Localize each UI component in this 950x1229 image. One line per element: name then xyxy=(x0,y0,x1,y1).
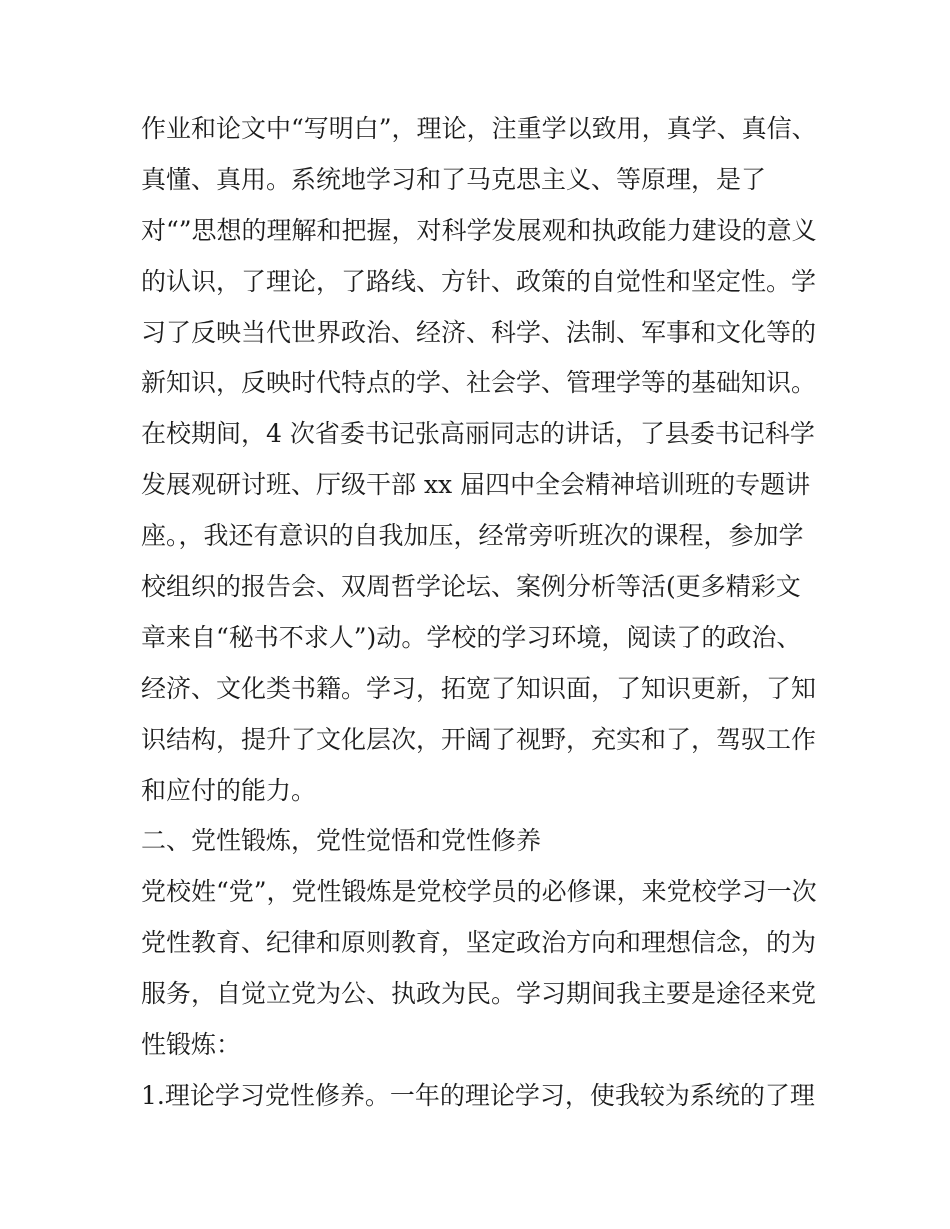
text-line: 党校姓“党”，党性锻炼是党校学员的必修课，来党校学习一次 xyxy=(141,877,817,907)
text-line: 习了反映当代世界政治、经济、科学、法制、军事和文化等的 xyxy=(141,317,817,347)
text-line: 服务，自觉立党为公、执政为民。学习期间我主要是途径来党 xyxy=(141,979,817,1009)
text-line: 性锻炼： xyxy=(141,1030,242,1060)
text-line: 新知识，反映时代特点的学、社会学、管理学等的基础知识。 xyxy=(141,368,817,398)
text-line: 和应付的能力。 xyxy=(141,775,317,805)
text-line: 章来自“秘书不求人”)动。学校的学习环境，阅读了的政治、 xyxy=(141,622,802,652)
text-line: 作业和论文中“写明白”，理论，注重学以致用，真学、真信、 xyxy=(141,114,817,143)
text-line: 的认识，了理论，了路线、方针、政策的自觉性和坚定性。学 xyxy=(141,266,817,296)
numbered-item: 1.理论学习党性修养。一年的理论学习，使我较为系统的了理 xyxy=(141,1080,815,1110)
section-heading: 二、党性锻炼，党性觉悟和党性修养 xyxy=(141,826,542,856)
text-line: 发展观研讨班、厅级干部 xx 届四中全会精神培训班的专题讲 xyxy=(141,470,811,500)
text-line: 在校期间，4 次省委书记张高丽同志的讲话，了县委书记科学 xyxy=(141,419,815,449)
text-line: 识结构，提升了文化层次，开阔了视野，充实和了，驾驭工作 xyxy=(141,724,817,754)
text-line: 座。，我还有意识的自我加压，经常旁听班次的课程，参加学 xyxy=(141,521,804,551)
text-line: 经济、文化类书籍。学习，拓宽了知识面，了知识更新，了知 xyxy=(141,673,817,703)
text-line: 校组织的报告会、双周哲学论坛、案例分析等活(更多精彩文 xyxy=(141,572,801,602)
document-body xyxy=(141,104,821,1122)
text-line: 对“”思想的理解和把握，对科学发展观和执政能力建设的意义 xyxy=(141,215,817,245)
text-line: 真懂、真用。系统地学习和了马克思主义、等原理，是了 xyxy=(141,164,767,194)
text-line: 党性教育、纪律和原则教育，坚定政治方向和理想信念，的为 xyxy=(141,928,817,958)
